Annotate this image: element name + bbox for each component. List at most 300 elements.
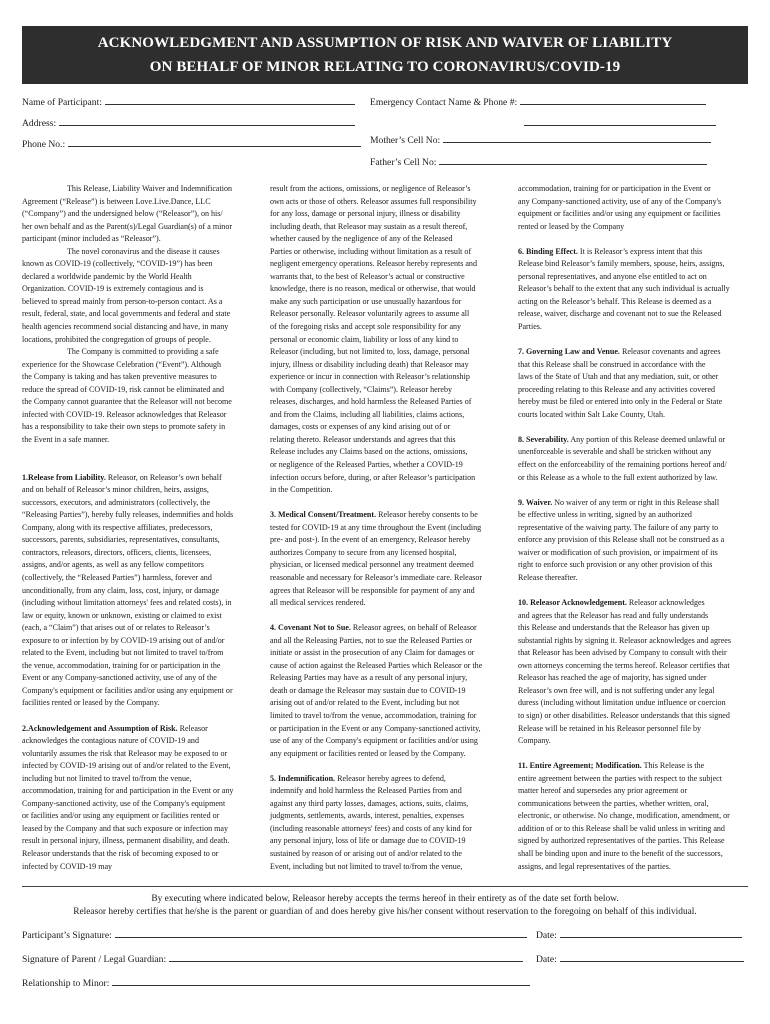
line-text: agrees that Releasor will be responsible for payment of any and [270, 585, 475, 595]
line-text: infected by COVID-19 may [22, 861, 113, 871]
text-line [22, 773, 258, 786]
text-line [518, 685, 752, 698]
line-text: experience or incur in connection with Releasor’s relationship [270, 372, 470, 382]
text-line [518, 861, 752, 874]
text-line [270, 472, 504, 485]
section-heading: 7. Governing Law and Venue. [518, 347, 620, 357]
fathers-cell-line[interactable] [439, 155, 707, 165]
text-line [270, 572, 504, 585]
participant-date-field[interactable] [536, 928, 742, 941]
line-text: leased by the Company and that such exposure or infection may [22, 823, 229, 833]
divider [22, 886, 748, 887]
line-text: be effective unless in writing, signed by an authorized [518, 510, 692, 520]
section-heading: 3. Medical Consent/Treatment. [270, 510, 377, 520]
text-line [518, 371, 752, 384]
line-text: and on behalf of Releasor’s minor children, heirs, assigns, [22, 485, 209, 495]
line-text: and from the Claims, including all liabilities, claims actions, [270, 409, 465, 419]
text-line [270, 748, 504, 761]
line-text: declared a worldwide pandemic by the World Health [22, 271, 192, 281]
text-line [22, 396, 258, 409]
line-text: any Company-sanctioned activity, use of any of the Company's [518, 196, 722, 206]
emergency-contact-line-2[interactable] [524, 116, 716, 129]
text-line [518, 660, 752, 673]
text-line [270, 823, 504, 836]
line-text: or this Release as a whole to the full extent authorized by law. [518, 472, 718, 482]
text-line [518, 459, 752, 472]
line-text: pre- and post-). In the event of an emergency, Releasor hereby [270, 535, 471, 545]
line-text: Releasor [177, 723, 208, 733]
line-text: (each, a “Claim”) that arises out of or relates to Releasor’s [22, 623, 210, 633]
text-line [22, 861, 258, 874]
line-text: with Company (collectively, “Claims”). Releasor hereby [270, 384, 453, 394]
text-line [22, 183, 258, 196]
text-line [270, 233, 504, 246]
line-text: related to the Event, including but not limited to travel to/from [22, 648, 224, 658]
text-line [518, 258, 752, 271]
text-line [22, 685, 258, 698]
line-text: successors, executors, and administrators (collectively, the [22, 497, 211, 507]
text-line [22, 296, 258, 309]
participant-date-line[interactable] [560, 928, 742, 938]
paragraph-gap [518, 233, 752, 246]
line-text: addition of or to this Release shall be valid unless in writing and [518, 823, 725, 833]
paragraph-gap [518, 585, 752, 598]
text-line [518, 597, 752, 610]
line-text: facilities rented or leased by the Company. [22, 698, 160, 708]
address-label: Address: [22, 118, 57, 129]
text-line [22, 823, 258, 836]
text-line [22, 421, 258, 434]
text-line [270, 848, 504, 861]
section-heading: 5. Indemnification. [270, 773, 336, 783]
text-line [22, 283, 258, 296]
line-text: contractors, releasors, directors, officers, clients, licensees, [22, 547, 212, 557]
line-text: relating thereto. Releasor understands and agrees that this [270, 434, 456, 444]
text-line [518, 346, 752, 359]
line-text: in the Competition. [270, 485, 333, 495]
section-heading: 1.Release from Liability. [22, 472, 106, 482]
text-line [270, 196, 504, 209]
line-text: Release thereafter. [518, 572, 578, 582]
line-text: physician, or licensed medical personnel any treatment deemed [270, 560, 474, 570]
text-line [22, 472, 258, 485]
text-line [22, 572, 258, 585]
line-text: substantial rights by signing it. Releasor acknowledges and agrees [518, 635, 731, 645]
line-text: representative of the waiving party. The failure of any party to [518, 522, 719, 532]
text-line [518, 434, 752, 447]
text-line [270, 296, 504, 309]
line-text: the Company is taking and has taken preventive measures to [22, 372, 217, 382]
address-line[interactable] [59, 116, 355, 126]
text-line [270, 585, 504, 598]
line-text: arising out of and/or related to the Event, including but not [270, 698, 460, 708]
closing-statement-1: By executing where indicated below, Releasor hereby accepts the terms hereof in their entirety as of the date set forth below. [151, 894, 619, 904]
fathers-cell-field[interactable] [370, 155, 707, 168]
line-text: Releasor has reached the age of majority, has signed under [518, 673, 707, 683]
line-text: unenforceable is severable and shall be stricken without any [518, 447, 712, 457]
paragraph-gap [270, 610, 504, 623]
address-field[interactable] [22, 116, 355, 129]
line-text: signed by authorized representatives of the parties. This Release [518, 836, 725, 846]
line-text: Releasing Parties may have as a result of any personal injury, [270, 673, 468, 683]
line-text: Releasor hereby agrees to defend, [335, 773, 446, 783]
text-line [270, 183, 504, 196]
text-line [518, 509, 752, 522]
text-line [22, 308, 258, 321]
text-line [518, 396, 752, 409]
line-text: against any third party losses, damages, actions, suits, claims, [270, 798, 469, 808]
line-text: “Releasing Parties”), hereby fully releases, indemnifies and holds [22, 510, 234, 520]
text-line [22, 271, 258, 284]
line-text: Agreement (“Release”) is between Love.Live.Dance, LLC [22, 196, 211, 206]
line-text: electronic, or otherwise. No change, modification, amendment, or [518, 811, 730, 821]
text-line [22, 635, 258, 648]
line-text: cause of action against the Released Parties which Releasor or the [270, 660, 483, 670]
participant-name-field[interactable] [22, 95, 355, 108]
line-text: Parties. [518, 322, 542, 332]
text-line [22, 848, 258, 861]
text-line [518, 823, 752, 836]
line-text: rented or leased by the Company [518, 221, 625, 231]
text-line [22, 384, 258, 397]
line-text: courts located within Salt Lake County, Utah. [518, 409, 665, 419]
text-line [518, 534, 752, 547]
body-column-1 [22, 183, 258, 873]
line-text: result in personal injury, illness, permanent disability, and death. [22, 836, 230, 846]
line-text: Releasor, on Releasor’s own behalf [105, 472, 222, 482]
participant-signature-line[interactable] [115, 928, 527, 938]
line-text: health agencies recommend social distancing and have, in many [22, 322, 229, 332]
line-text: Event or any Company-sanctioned activity, use of any of the [22, 673, 217, 683]
line-text: use of any of the Company's equipment or facilities and/or using [270, 736, 478, 746]
line-text: entire agreement between the parties with respect to the subject [518, 773, 722, 783]
relationship-field[interactable] [22, 976, 530, 989]
line-text: shall be binding upon and inure to the benefit of the successors, [518, 848, 723, 858]
fathers-cell-label: Father’s Cell No: [370, 157, 437, 168]
text-line [270, 647, 504, 660]
text-line [22, 434, 258, 447]
line-text: release, waiver, discharge and covenant not to sue the Released [518, 309, 722, 319]
section-heading: 4. Covenant Not to Sue. [270, 623, 351, 633]
text-line [270, 334, 504, 347]
line-text: the Event in a safe manner. [22, 434, 110, 444]
line-text: laws of the State of Utah and that any mediation, suit, or other [518, 372, 719, 382]
line-text: authorizes Company to secure from any licensed hospital, [270, 547, 457, 557]
text-line [22, 547, 258, 560]
text-line [518, 723, 752, 736]
line-text: this Release and understands that the Releasor has given up [518, 623, 710, 633]
text-line [22, 321, 258, 334]
line-text: Release will be retained in his Releasor personnel file by [518, 723, 702, 733]
text-line [518, 760, 752, 773]
paragraph-gap [518, 334, 752, 347]
line-text: own attorneys concerning the terms hereof. Releasor certifies that [518, 660, 730, 670]
line-text: Company, along with its respective affiliates, predecessors, [22, 522, 213, 532]
text-line [270, 208, 504, 221]
line-text: that this Release shall be construed in accordance with the [518, 359, 706, 369]
line-text: or facilities and/or using any equipment or facilities rented or [22, 811, 220, 821]
text-line [270, 547, 504, 560]
line-text: It is Releasor’s express intent that this [577, 246, 703, 256]
line-text: the Company cannot guarantee that the Releasor will not become [22, 397, 232, 407]
line-text: Releasor understands that the risk of becoming exposed to or [22, 848, 219, 858]
participant-signature-field[interactable] [22, 928, 527, 941]
line-text: of the foregoing risks and accept sole responsibility for any [270, 322, 462, 332]
text-line [22, 597, 258, 610]
line-text: negligent emergency operations. Releasor hereby represents and [270, 259, 477, 269]
text-line [270, 409, 504, 422]
title-line-1: ACKNOWLEDGMENT AND ASSUMPTION OF RISK AND WAIVER OF LIABILITY [97, 35, 673, 51]
relationship-line[interactable] [112, 976, 530, 986]
line-text: own acts or those of others. Releasor assumes full responsibility [270, 196, 477, 206]
line-text: This Release is the [641, 761, 705, 771]
relationship-label: Relationship to Minor: [22, 978, 110, 989]
line-text: sustained by reason of or arising out of and/or related to the [270, 848, 462, 858]
line-text: known as COVID-19 (collectively, “COVID-19”) has been [22, 259, 213, 269]
text-line [518, 384, 752, 397]
parent-signature-label: Signature of Parent / Legal Guardian: [22, 954, 167, 965]
line-text: her own behalf and as the Parent(s)/Legal Guardian(s) of a minor [22, 221, 233, 231]
text-line [270, 835, 504, 848]
text-line [22, 246, 258, 259]
line-text: including but not limited to travel to/from the venue, [22, 773, 192, 783]
text-line [22, 585, 258, 598]
participant-signature-label: Participant’s Signature: [22, 930, 112, 941]
text-line [270, 359, 504, 372]
emergency-contact-field[interactable] [370, 95, 706, 108]
text-line [270, 685, 504, 698]
line-text: for any loss, damage or personal injury, illness or disability [270, 209, 461, 219]
line-text: right to enforce such provision or any other provision of this [518, 560, 713, 570]
line-text: all medical services rendered. [270, 598, 366, 608]
text-line [270, 697, 504, 710]
line-text: Releasor acknowledges [626, 598, 705, 608]
phone-field[interactable] [22, 137, 361, 150]
line-text: No waiver of any term or right in this Release shall [552, 497, 720, 507]
text-line [518, 810, 752, 823]
line-text: including death, that Releasor may sustain as a result thereof, [270, 221, 468, 231]
text-line [270, 810, 504, 823]
text-line [270, 597, 504, 610]
text-line [518, 208, 752, 221]
text-line [518, 321, 752, 334]
line-text: and agrees that the Releasor has read and fully understands [518, 610, 709, 620]
line-text: Company's equipment or facilities and/or using any equipment or [22, 685, 233, 695]
phone-line[interactable] [68, 137, 361, 147]
line-text: reasonable and necessary for Releasor’s immediate care. Releasor [270, 572, 483, 582]
line-text: has a responsibility to take their own steps to promote safety in [22, 422, 226, 432]
paragraph-gap [22, 459, 258, 472]
participant-date-label: Date: [536, 930, 557, 941]
phone-label: Phone No.: [22, 139, 66, 150]
mothers-cell-label: Mother’s Cell No: [370, 135, 441, 146]
line-text: knowledge, there is no reason, medical or otherwise, that would [270, 284, 476, 294]
line-text: (including without limitation attorneys' fees and related costs), in [22, 598, 232, 608]
line-text: that Releasor has been advised by Company to consult with their [518, 648, 727, 658]
text-line [22, 760, 258, 773]
line-text: Release bind Releasor’s family members, spouse, heirs, assigns, [518, 259, 725, 269]
line-text: to sign) or other disabilities. Releasor understands that this signed [518, 710, 730, 720]
text-line [518, 196, 752, 209]
parent-date-field[interactable] [536, 952, 744, 965]
document-title [22, 26, 748, 84]
line-text: result from the actions, omissions, or negligence of Releasor’s [270, 184, 471, 193]
text-line [518, 848, 752, 861]
line-text: The novel coronavirus and the disease it causes [67, 246, 220, 256]
line-text: limited to travel to/from the venue, accommodation, training for [270, 710, 477, 720]
text-line [518, 697, 752, 710]
mothers-cell-field[interactable] [370, 133, 711, 146]
text-line [518, 547, 752, 560]
line-text: Releasor’s behalf to the extent that any such individual is actually [518, 284, 730, 294]
line-text: acting on the Releasor’s behalf. This Release is deemed as a [518, 296, 712, 306]
body-column-3 [518, 183, 752, 873]
text-line [22, 346, 258, 359]
section-heading: 11. Entire Agreement; Modification. [518, 761, 642, 771]
emergency-contact-line[interactable] [520, 95, 706, 105]
text-line [270, 346, 504, 359]
text-line [22, 697, 258, 710]
line-text: Releasor’s own free will, and is not suffering under any legal [518, 685, 715, 695]
text-line [518, 246, 752, 259]
text-line [270, 534, 504, 547]
text-line [22, 785, 258, 798]
line-text: Event, including but not limited to travel to/from the venue, [270, 861, 463, 871]
line-text: experience for the Showcase Celebration (“Event”). Although [22, 359, 222, 369]
section-heading: 8. Severability. [518, 434, 569, 444]
text-line [22, 798, 258, 811]
line-text: Releasor hereby consents to be [376, 510, 478, 520]
text-line [22, 723, 258, 736]
line-text: effect on the enforceability of the remaining portions hereof and/ [518, 460, 727, 470]
parent-signature-field[interactable] [22, 952, 523, 965]
line-text: assigns, and legal representatives of the parties. [518, 861, 671, 871]
text-line [518, 710, 752, 723]
participant-name-line[interactable] [105, 95, 355, 105]
text-line [518, 672, 752, 685]
text-line [270, 635, 504, 648]
text-line [22, 371, 258, 384]
line-text: (“Company”) and the undersigned below (“Releasor”), on his/ [22, 209, 223, 219]
line-text: equipment or facilities and/or using any equipment or facilities [518, 209, 721, 219]
text-line [22, 735, 258, 748]
text-line [22, 258, 258, 271]
text-line [518, 785, 752, 798]
line-text: matter hereof and supersedes any prior agreement or [518, 786, 688, 796]
text-line [270, 371, 504, 384]
parent-signature-line[interactable] [169, 952, 523, 962]
text-line [22, 748, 258, 761]
section-heading: 6. Binding Effect. [518, 246, 578, 256]
line-text: any equipment or facilities rented or leased by the Company. [270, 748, 466, 758]
line-text: result, federal, state, and local governments and federal and state [22, 309, 231, 319]
line-text: infected by COVID-19 arising out of and/or related to the Event, [22, 761, 231, 771]
body-column-2 [270, 183, 504, 873]
line-text: the venue, accommodation, training for or participation in the [22, 660, 221, 670]
text-line [518, 308, 752, 321]
line-text: waiver or modification of such provision, or impairment of its [518, 547, 718, 557]
participant-name-label: Name of Participant: [22, 97, 102, 108]
text-line [270, 735, 504, 748]
title-line-2: ON BEHALF OF MINOR RELATING TO CORONAVIRUS/COVID-19 [149, 59, 621, 75]
line-text: enforce any provision of this Release shall not be construed as a [518, 535, 725, 545]
paragraph-gap [270, 497, 504, 510]
text-line [518, 835, 752, 848]
line-text: Parties or otherwise, including without limitation as a result of [270, 246, 472, 256]
paragraph-gap [518, 421, 752, 434]
text-line [270, 258, 504, 271]
line-text: communications between the parties, whether written, oral, [518, 798, 709, 808]
line-text: indemnify and hold harmless the Released Parties from and [270, 786, 462, 796]
line-text: personal or economic claim, liability or loss of any kind to [270, 334, 459, 344]
text-line [270, 484, 504, 497]
line-text: Releasor covenants and agrees [619, 347, 721, 357]
text-line [22, 835, 258, 848]
text-line [22, 610, 258, 623]
text-line [22, 660, 258, 673]
line-text: whether caused by the negligence of any of the Released [270, 234, 453, 244]
line-text: make any such participation or use unusually hazardous for [270, 296, 462, 306]
line-text: Company-sanctioned activity, use of the Company's equipment [22, 798, 226, 808]
text-line [270, 221, 504, 234]
mothers-cell-line[interactable] [443, 133, 711, 143]
text-line [518, 798, 752, 811]
section-heading: 10. Releasor Acknowledgement. [518, 598, 627, 608]
paragraph-gap [22, 710, 258, 723]
text-line [270, 798, 504, 811]
text-line [270, 321, 504, 334]
text-line [270, 434, 504, 447]
text-line [270, 861, 504, 874]
text-line [518, 735, 752, 748]
text-line [22, 559, 258, 572]
line-text: voluntarily assumes the risk that Releasor may be exposed to or [22, 748, 228, 758]
line-text: believed to spread mainly from person-to-person contact. As a [22, 296, 223, 306]
text-line [270, 785, 504, 798]
line-text: tested for COVID-19 at any time throughout the Event (including [270, 522, 482, 532]
text-line [270, 308, 504, 321]
text-line [518, 283, 752, 296]
line-text: Release includes any Claims based on the actions, omissions, [270, 447, 468, 457]
line-text: duress (including without limitation undue influence or coercion [518, 698, 726, 708]
line-text: The Company is committed to providing a safe [67, 347, 219, 357]
text-line [518, 221, 752, 234]
text-line [22, 810, 258, 823]
line-text: infection occurs before, during, or after Releasor’s participation [270, 472, 476, 482]
parent-date-line[interactable] [560, 952, 744, 962]
text-line [270, 396, 504, 409]
line-text: or participation in the Event or any Company-sanctioned activity, [270, 723, 481, 733]
text-line [518, 271, 752, 284]
line-text: participant (minor included as “Releasor”). [22, 234, 161, 244]
line-text: exposure to or infection by by COVID-19 arising out of and/or [22, 635, 225, 645]
text-line [22, 647, 258, 660]
text-line [270, 384, 504, 397]
line-text: This Release, Liability Waiver and Indemnification [67, 184, 233, 193]
text-line [518, 773, 752, 786]
line-text: (including reasonable attorneys' fees) and costs of any kind for [270, 823, 472, 833]
line-text: law or equity, known or unknown, existing or claimed to exist [22, 610, 222, 620]
line-text: or negligence of the Released Parties, whether a COVID-19 [270, 460, 463, 470]
line-text: judgments, settlements, awards, interest, penalties, expenses [270, 811, 464, 821]
line-text: assigns, and/or agents, as well as any fellow competitors [22, 560, 204, 570]
text-line [518, 647, 752, 660]
section-heading: 9. Waiver. [518, 497, 553, 507]
line-text: warrants that, to the best of Releasor’s actual or constructive [270, 271, 465, 281]
line-text: death or damage the Releasor may sustain due to COVID-19 [270, 685, 466, 695]
line-text: and all the Releasing Parties, not to sue the Released Parties or [270, 635, 473, 645]
emergency-contact-line-extra[interactable] [524, 116, 716, 126]
